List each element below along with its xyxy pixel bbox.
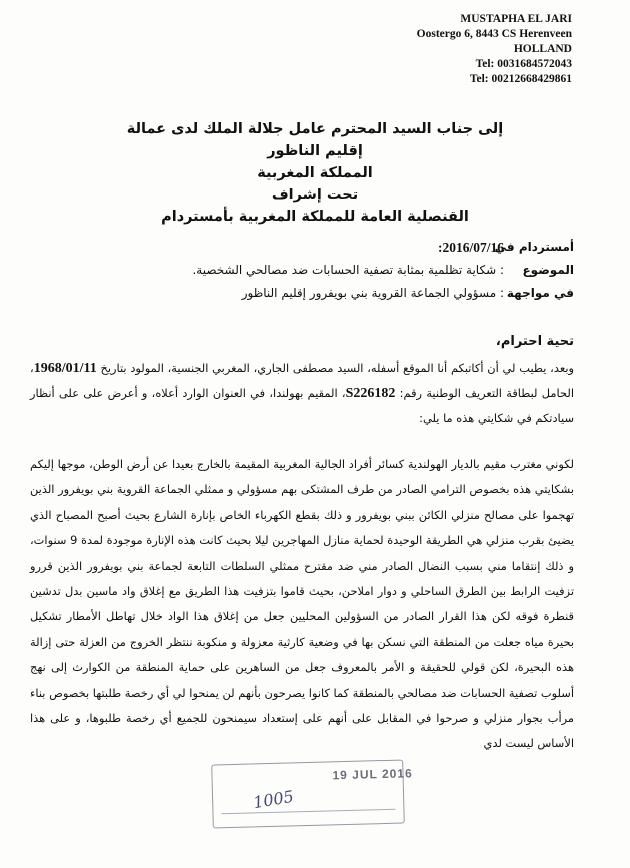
recipient-line-1: إلى جناب السيد المحترم عامل جلالة الملك لدى عمالة xyxy=(126,121,504,137)
letter-date: 2016/07/16: xyxy=(437,240,504,255)
stamp-handwritten-number: 1005 xyxy=(251,786,296,813)
letter-meta xyxy=(54,236,574,305)
greeting: تحية احترام، xyxy=(495,334,574,349)
intro-part-1: وبعد، يطيب لي أن أكاتبكم أنا الموقع أسفله، السيد مصطفى الجاري، المغربي الجنسية، المولود بتاريخ xyxy=(96,361,574,375)
id-number: S226182 xyxy=(345,386,396,401)
stamp-divider xyxy=(221,809,395,815)
intro-part-2: ، الحامل لبطاقة التعريف الوطنية رقم: xyxy=(30,361,574,400)
subject-label: الموضوع xyxy=(522,263,574,277)
against-value: : مسؤولي الجماعة القروية بني بويفرور إقليم الناظور xyxy=(241,286,504,300)
sender-country: HOLLAND xyxy=(513,43,572,55)
subject-value: : شكاية تظلمية بمثابة تصفية الحسابات ضد مصالحي الشخصية. xyxy=(192,263,504,277)
place-date-row xyxy=(54,236,574,259)
subject-row xyxy=(54,259,574,282)
sender-street: Oostergo 6, 8443 CS Herenveen xyxy=(416,28,572,40)
against-row xyxy=(54,282,574,305)
intro-part-3: ، المقيم بهولندا، في العنوان الوارد أعلاه، و أعرض على على أنظار سيادتكم في شكايتي هذه ما يلي: xyxy=(30,386,574,425)
recipient-block xyxy=(40,118,590,228)
recipient-line-5: القنصلية العامة للمملكة المغربية بأمستردام xyxy=(161,209,469,225)
recipient-line-3: المملكة المغربية xyxy=(257,165,373,181)
received-stamp xyxy=(211,759,413,828)
sender-tel-2: Tel: 00212668429861 xyxy=(469,73,572,85)
sender-tel-1: Tel: 0031684572043 xyxy=(475,58,572,70)
complaint-paragraph: لكوني مغترب مقيم بالديار الهولندية كسائر أفراد الجالية المغربية المقيمة بالخارج بعيدا عن أرض الوطن، موجها إليكم بشكايتي هذه بخصوص الترامي الصادر من طرف المشتكى بهم مسؤولي و ممثلي الجماعة القروية بني بويفرور الذين تهجموا على مصالح منزلي الكائن ببني بويفرور و ذلك بقطع الكهرباء الخاص بإنارة الشارع بحيث أصبح المصباح الذي يضيئ بقرب منزلي هي الطريقة الوحيدة لحماية منازل المهاجرين ليلا بحيث كانت هذه الإنارة موجودة لمدة 9 سنوات، و ذلك إنتقاما مني بسبب النضال الصادر مني ضد مقترح ممثلي السلطات التابعة لجماعة بني بويفرور الذين قررو تزفيت الرابط بين الطرق الساحلي و دوار املاحن، بحيث قاموا بتزفيت هذا الطريق مع إغلاق واد ماسين بدل تدشين قنطرة فوقه لكن هذا القرار الصادر من السؤولين المحليين جعل من إغلاق هذا الواد خلال تهاطل الأمطار تشكيل بحيرة مياه جعلت من المنطقة التي نسكن بها في وضعية كارثية معزولة و منكوبة ننتظر الخروج من العزلة حتى إزالة هذه البحيرة، لكن قولي للحقيقة و الأمر بالمعروف جعل من الساهرين على حماية المنطقة من الكوارث إلى نهج أسلوب تصفية الحسابات ضد مصالحي بالمنطقة كما كانوا يصرحون بأنهم لن يمنحوا لي أي رخصة طلبتها بخصوص بناء مرأب بجوار منزلي و صرحوا في المقابل على أنهم على إستعداد سيمنحون للجميع أي رخصة طلبوها، و على هذا الأساس ليست لدي xyxy=(30,457,575,751)
birth-date: 1968/01/11 xyxy=(33,361,97,376)
recipient-line-2: إقليم الناظور xyxy=(267,143,363,159)
intro-paragraph xyxy=(30,356,574,431)
recipient-line-4: تحت إشراف xyxy=(271,187,359,203)
sender-name: MUSTAPHA EL JARI xyxy=(460,13,572,25)
against-label: في مواجهة xyxy=(506,286,574,300)
stamp-date: 19 JUL 2016 xyxy=(332,766,413,783)
place-label: أمستردام في xyxy=(494,240,574,254)
sender-header xyxy=(272,12,572,87)
